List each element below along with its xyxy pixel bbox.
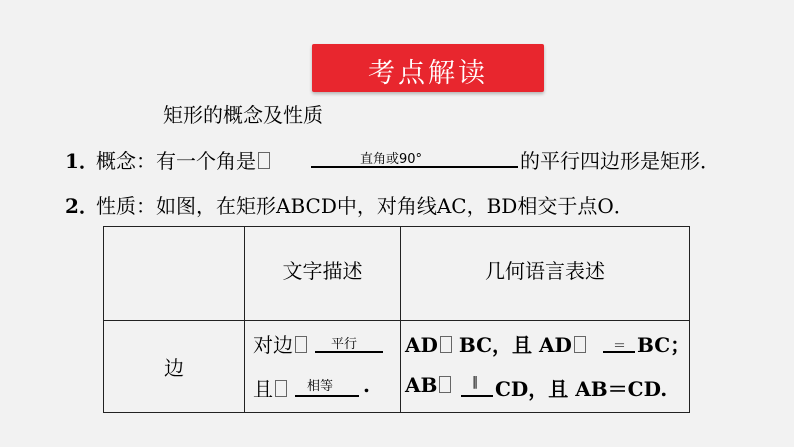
- blank-marker-icon: [275, 380, 287, 397]
- table-header-row: [104, 227, 690, 321]
- item1-label: 概念：: [96, 149, 156, 173]
- section-title: 矩形的概念及性质: [163, 103, 323, 127]
- geometry-cell: [401, 321, 690, 413]
- desc-answer-2: 相等: [307, 379, 334, 394]
- item2-label: 性质：: [96, 194, 156, 218]
- desc-line1: 对边: [253, 329, 307, 358]
- table-row: [104, 321, 690, 413]
- desc-blank-line-1: [315, 351, 383, 353]
- item2-text: 如图，在矩形ABCD中，对角线AC，BD相交于点O．: [156, 194, 634, 218]
- desc-blank-line-2: [295, 395, 359, 397]
- geo-answer-1: ＝: [613, 339, 627, 354]
- item1-answer: 直角或90°: [360, 152, 423, 167]
- banner-title: 考点解读: [368, 58, 488, 89]
- properties-table: [103, 226, 690, 413]
- geo-line2: AB: [405, 373, 451, 397]
- table-header-cell: 几何语言表述: [401, 227, 690, 321]
- description-cell: [245, 321, 401, 413]
- item2-number: 2．: [65, 194, 99, 218]
- section-banner: [312, 44, 544, 92]
- item1-text-before: 有一个角是: [156, 145, 270, 174]
- blank-marker-icon: [574, 336, 586, 353]
- row-label: 边: [164, 356, 184, 380]
- geo-blank-line-1: [603, 351, 635, 353]
- geo-line2-end: CD，且 AB＝CD.: [495, 377, 668, 401]
- blank-marker-icon: [439, 376, 451, 393]
- desc-line2-suffix: .: [363, 373, 370, 397]
- blank-marker-icon: [295, 336, 307, 353]
- geo-line1: AD BC，且 AD: [405, 329, 586, 358]
- desc-answer-1: 平行: [331, 337, 358, 352]
- row-label-cell: [104, 321, 245, 413]
- blank-marker-icon: [440, 336, 452, 353]
- desc-line2: 且: [253, 373, 287, 402]
- geo-blank-line-2: [461, 395, 493, 397]
- item1-blank-line: [311, 166, 518, 168]
- item1-text-after: 的平行四边形是矩形．: [520, 149, 720, 173]
- blank-marker-icon: [258, 152, 270, 169]
- table-header-cell: 文字描述: [245, 227, 401, 321]
- item1-number: 1．: [65, 149, 99, 173]
- geo-line1-end: BC；: [637, 333, 691, 357]
- geo-answer-2: ∥: [472, 375, 479, 390]
- table-header-cell: [104, 227, 245, 321]
